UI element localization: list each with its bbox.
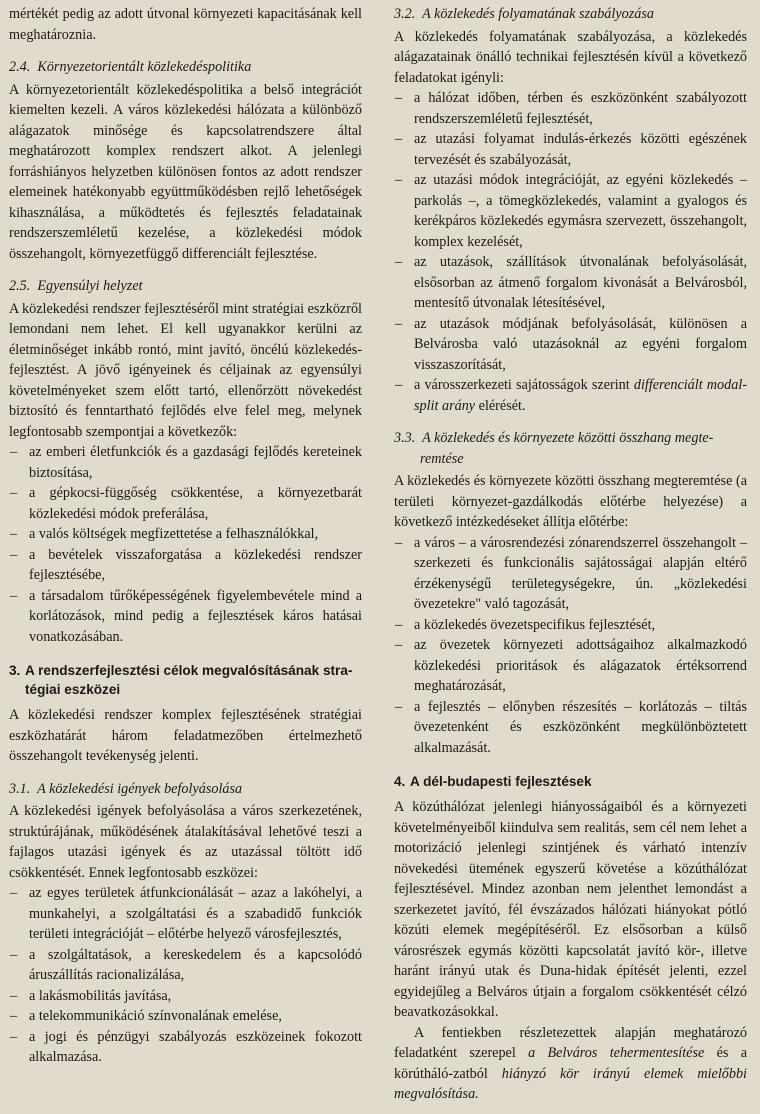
list-item: – a fejlesztés – előnyben részesítés – korlátozás – tiltás övezetenként és eszközönként megkülönböztetett alkalmazását.: [395, 698, 747, 756]
subsection-heading-2-4: 2.4. Környezetorientált közlekedéspolitika: [9, 59, 252, 75]
dash-bullet: –: [395, 172, 403, 188]
list-item: – az egyes területek átfunkcionálását – azaz a lakóhelyi, a munkahelyi, a szolgáltatási és a szabadidő funkciók területi integrációját – előtérbe helyező városfejlesztés,: [10, 885, 362, 942]
list-item: – a közlekedés övezetspecifikus fejlesztését,: [394, 615, 747, 636]
dash-bullet: –: [10, 1008, 18, 1024]
dash-bullet: –: [10, 485, 18, 501]
paragraph: A közlekedési rendszer fejlesztéséről mint stratégiai eszközről lemondani nem lehet. El kell ugyanakkor kerülni az életminőséget inkább rontó, mint javító, öncélú közlekedés-fejlesztést. A jövő igényeinek és céljainak az egyensúlyi követelményeket szem előtt tartó, ellenőrzött növekedést biztosító és fenntartható fejlődés elve felel meg, melynek legfontosabb szempontjai a következők:: [9, 300, 362, 440]
paragraph: mértékét pedig az adott útvonal környezeti kapacitásának kell meghatároznia.: [9, 6, 362, 43]
dash-bullet: –: [395, 90, 403, 106]
paragraph: A közlekedési igények befolyásolása a város szerkezetének, struktúrájának, működésének átalakításával lehetővé teszi a fajlagos utazási igények és az utazással töltött idő csökkentését. Ennek legfontosabb eszközei:: [9, 803, 362, 881]
bullet-list: [9, 442, 362, 647]
subsection-heading-3-1: 3.1. A közlekedési igények befolyásolása: [9, 780, 243, 797]
dash-bullet: –: [10, 444, 18, 460]
list-item: – a valós költségek megfizettetése a felhasználókkal,: [9, 524, 362, 545]
paragraph: A közlekedés és környezete közötti összhang megteremtése (a területi környezet-gazdálkodás előtérbe helyezése) a következő intézkedéseket állítja előtérbe:: [394, 473, 747, 530]
dash-bullet: –: [10, 885, 18, 901]
list-item: – a jogi és pénzügyi szabályozás eszközeinek fokozott alkalmazása.: [10, 1028, 362, 1065]
dash-bullet: –: [10, 946, 18, 963]
list-item: – a hálózat időben, térben és eszközönként szabályozott rendszerszemléletű fejlesztését,: [395, 90, 747, 127]
paragraph: A fentiekben részletezettek alapján meghatározó feladatként szerepel a Belváros tehermentesítése és a körútháló-zatból hiányzó kör irányú elemek mielőbbi megvalósítása.: [394, 1024, 747, 1102]
subsection-heading-2-5: 2.5. Egyensúlyi helyzet: [9, 278, 143, 294]
list-item: – a gépkocsi-függőség csökkentése, a környezetbarát közlekedési módok preferálása,: [10, 485, 362, 522]
dash-bullet: –: [395, 377, 403, 393]
list-item: – a társadalom tűrőképességének figyelembevétele mind a korlátozások, mind pedig a fejlesztések káros hatásai vonatkozásában.: [10, 587, 362, 645]
list-item: – a bevételek visszaforgatása a közlekedési rendszer fejlesztésébe,: [10, 546, 362, 583]
list-item: – a lakásmobilitás javítása,: [9, 986, 362, 1007]
list-item: – az övezetek környezeti adottságaihoz alkalmazkodó közlekedési prioritások és alágazatok értéksorrend meghatározását,: [395, 637, 747, 694]
list-item: – az utazási módok integrációját, az egyéni közlekedés – parkolás –, a tömegközlekedés, valamint a gyalogos és kerékpáros közlekedés egymásra szervezett, összehangolt, komplex kezelését,: [395, 172, 747, 250]
bullet-list: [9, 883, 362, 1068]
dash-bullet: –: [395, 698, 403, 715]
bullet-list: [394, 88, 747, 416]
dash-bullet: –: [395, 534, 403, 551]
list-item: – a telekommunikáció színvonalának emelése,: [9, 1006, 362, 1027]
section-heading-3: 3. A rendszerfejlesztési célok megvalósításának stra- tégiai eszközei: [9, 663, 353, 697]
paragraph: A közlekedés folyamatának szabályozása, a közlekedés alágazatainak önálló technikai fejlesztésén kívül a következő feladatokat igényli:: [394, 28, 747, 86]
paragraph: A környezetorientált közlekedéspolitika a belső integrációt kiemelten kezeli. A város közlekedési hálózata a különböző alágazatok minősége és kapcsolatrendszere által meghatározott komplex rendszert alkot. A jelenlegi forráshiányos helyzetben különösen fontos az adott rendszer elemeinek hatékonyabb együttműködésben rejlő lehetőségek kihasználása, a működtetés és fejlesztés feladatainak rendszerszemléletű kezelése, a közlekedési módok összehangolt, környezetfüggő differenciált fejlesztése.: [9, 81, 362, 262]
list-item: – az utazási folyamat indulás-érkezés közötti egészének tervezését és szabályozását,: [395, 131, 747, 168]
bullet-list: [394, 533, 747, 759]
left-column: [9, 4, 362, 1068]
dash-bullet: –: [395, 131, 403, 147]
section-heading-4: 4. A dél-budapesti fejlesztések: [394, 774, 592, 789]
dash-bullet: –: [395, 254, 403, 270]
subsection-heading-3-2: 3.2. A közlekedés folyamatának szabályozása: [394, 6, 654, 22]
dash-bullet: –: [10, 1028, 18, 1045]
list-item: – a város – a városrendezési zónarendszerrel összehangolt – szerkezeti és funkcionális sajátosságai alapján eltérő érzékenységű területegységekre, ún. „közlekedési övezetekre" való tagozását,: [395, 534, 747, 612]
paragraph: A közlekedési rendszer komplex fejlesztésének stratégiai eszközhatárát három feladatmezőben értelmezhető összehangolt tevékenység jelenti.: [9, 707, 362, 764]
dash-bullet: –: [395, 616, 403, 633]
list-item: – az utazások, szállítások útvonalának befolyásolását, elsősorban az átmenő forgalom kivonását a Belvárosból, mentesítő útvonalak létesítésével,: [395, 254, 747, 311]
subsection-heading-3-3: 3.3. A közlekedés és környezete közötti összhang megte- remtése: [394, 430, 714, 467]
dash-bullet: –: [395, 315, 403, 332]
list-item: – az utazások módjának befolyásolását, különösen a Belvárosba való utazásoknál az egyéni forgalom visszaszorítását,: [395, 315, 747, 373]
list-item: – a szolgáltatások, a kereskedelem és a kapcsolódó áruszállítás racionalizálása,: [10, 946, 362, 983]
dash-bullet: –: [10, 546, 18, 563]
dash-bullet: –: [10, 526, 18, 542]
dash-bullet: –: [10, 587, 18, 604]
right-column: [394, 4, 747, 1105]
list-item: – az emberi életfunkciók és a gazdasági fejlődés kereteinek biztosítása,: [10, 444, 362, 481]
paragraph: A közúthálózat jelenlegi hiányosságaiból és a környezeti követelményeiből kiindulva sem realitás, sem cél nem lehet a motorizáció jelenlegi szintjének és várható intenzív növekedési ütemének egyszerű követése a közúthálózat fejlesztésével. Mindez azonban nem jelenthet lemondást a szerkezetet javító, fél évszázados hálózati hiányokat pótló közúti elemek megépítéséről. Ez elsősorban a külső városrészek egymás közötti kapcsolatát javító kör-, illetve haránt irányú utak és Duna-hidak építését jelenti, ezzel egyidejűleg a Belváros útjain a forgalom csökkentését célzó beavatkozásokkal.: [394, 799, 747, 1020]
dash-bullet: –: [395, 637, 403, 653]
dash-bullet: –: [10, 987, 18, 1004]
list-item: – a városszerkezeti sajátosságok szerint differenciált modal-split arány elérését.: [395, 377, 747, 414]
